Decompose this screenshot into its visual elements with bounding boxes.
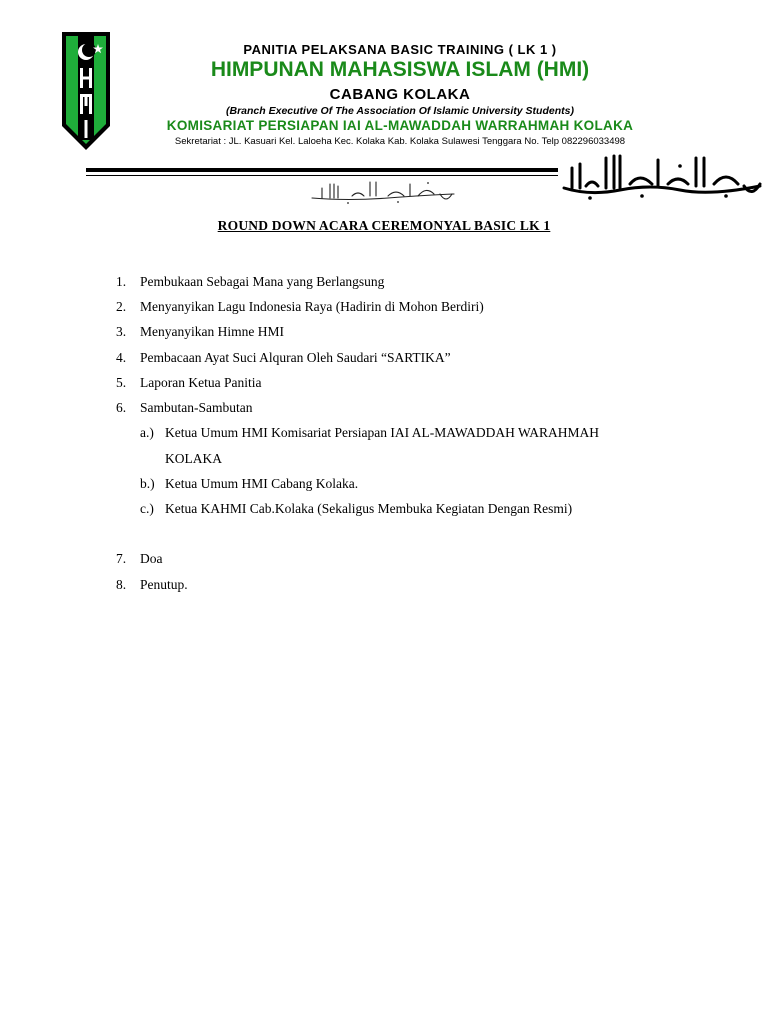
branch-english: (Branch Executive Of The Association Of Islamic University Students) (226, 105, 574, 117)
list-text: Penutup. (140, 577, 188, 592)
list-text: Doa (140, 551, 163, 566)
sub-list-text-continued: KOLAKA (165, 451, 222, 466)
sub-list-letter: c.) (140, 501, 154, 516)
branch-name: CABANG KOLAKA (329, 86, 471, 103)
header-rule (86, 168, 558, 172)
list-text: Laporan Ketua Panitia (140, 375, 262, 390)
list-number: 1. (116, 274, 127, 289)
sub-list-letter: b.) (140, 476, 155, 491)
committee-line: PANITIA PELAKSANA BASIC TRAINING ( LK 1 ) (243, 42, 557, 57)
list-number: 6. (116, 400, 127, 415)
sub-list-text: Ketua Umum HMI Komisariat Persiapan IAI AL-MAWADDAH WARAHMAH (165, 425, 599, 440)
list-number: 4. (116, 350, 127, 365)
sub-list-text: Ketua KAHMI Cab.Kolaka (Sekaligus Membuka Kegiatan Dengan Resmi) (165, 501, 573, 516)
list-number: 7. (116, 551, 127, 566)
document-title: ROUND DOWN ACARA CEREMONYAL BASIC LK 1 (217, 218, 551, 233)
basmala-large-calligraphy (560, 150, 766, 202)
list-text: Sambutan-Sambutan (140, 400, 253, 415)
secretariat-address: Sekretariat : JL. Kasuari Kel. Laloeha Kec. Kolaka Kab. Kolaka Sulawesi Tenggara No. Telp 082296033498 (174, 136, 626, 147)
sub-list-letter: a.) (140, 425, 154, 440)
list-text: Pembacaan Ayat Suci Alquran Oleh Saudari “SARTIKA” (140, 350, 451, 365)
list-text: Pembukaan Sebagai Mana yang Berlangsung (140, 274, 385, 289)
hmi-logo (60, 30, 112, 152)
list-number: 2. (116, 299, 127, 314)
list-text: Menyanyikan Lagu Indonesia Raya (Hadirin di Mohon Berdiri) (140, 299, 484, 314)
list-number: 8. (116, 577, 127, 592)
list-text: Menyanyikan Himne HMI (140, 324, 284, 339)
list-number: 5. (116, 375, 127, 390)
sub-list-text: Ketua Umum HMI Cabang Kolaka. (165, 476, 359, 491)
list-number: 3. (116, 324, 127, 339)
organization-name: HIMPUNAN MAHASISWA ISLAM (HMI) (210, 58, 590, 81)
commissariat-name: KOMISARIAT PERSIAPAN IAI AL-MAWADDAH WARRAHMAH KOLAKA (166, 118, 634, 133)
basmala-small-calligraphy (308, 176, 458, 206)
